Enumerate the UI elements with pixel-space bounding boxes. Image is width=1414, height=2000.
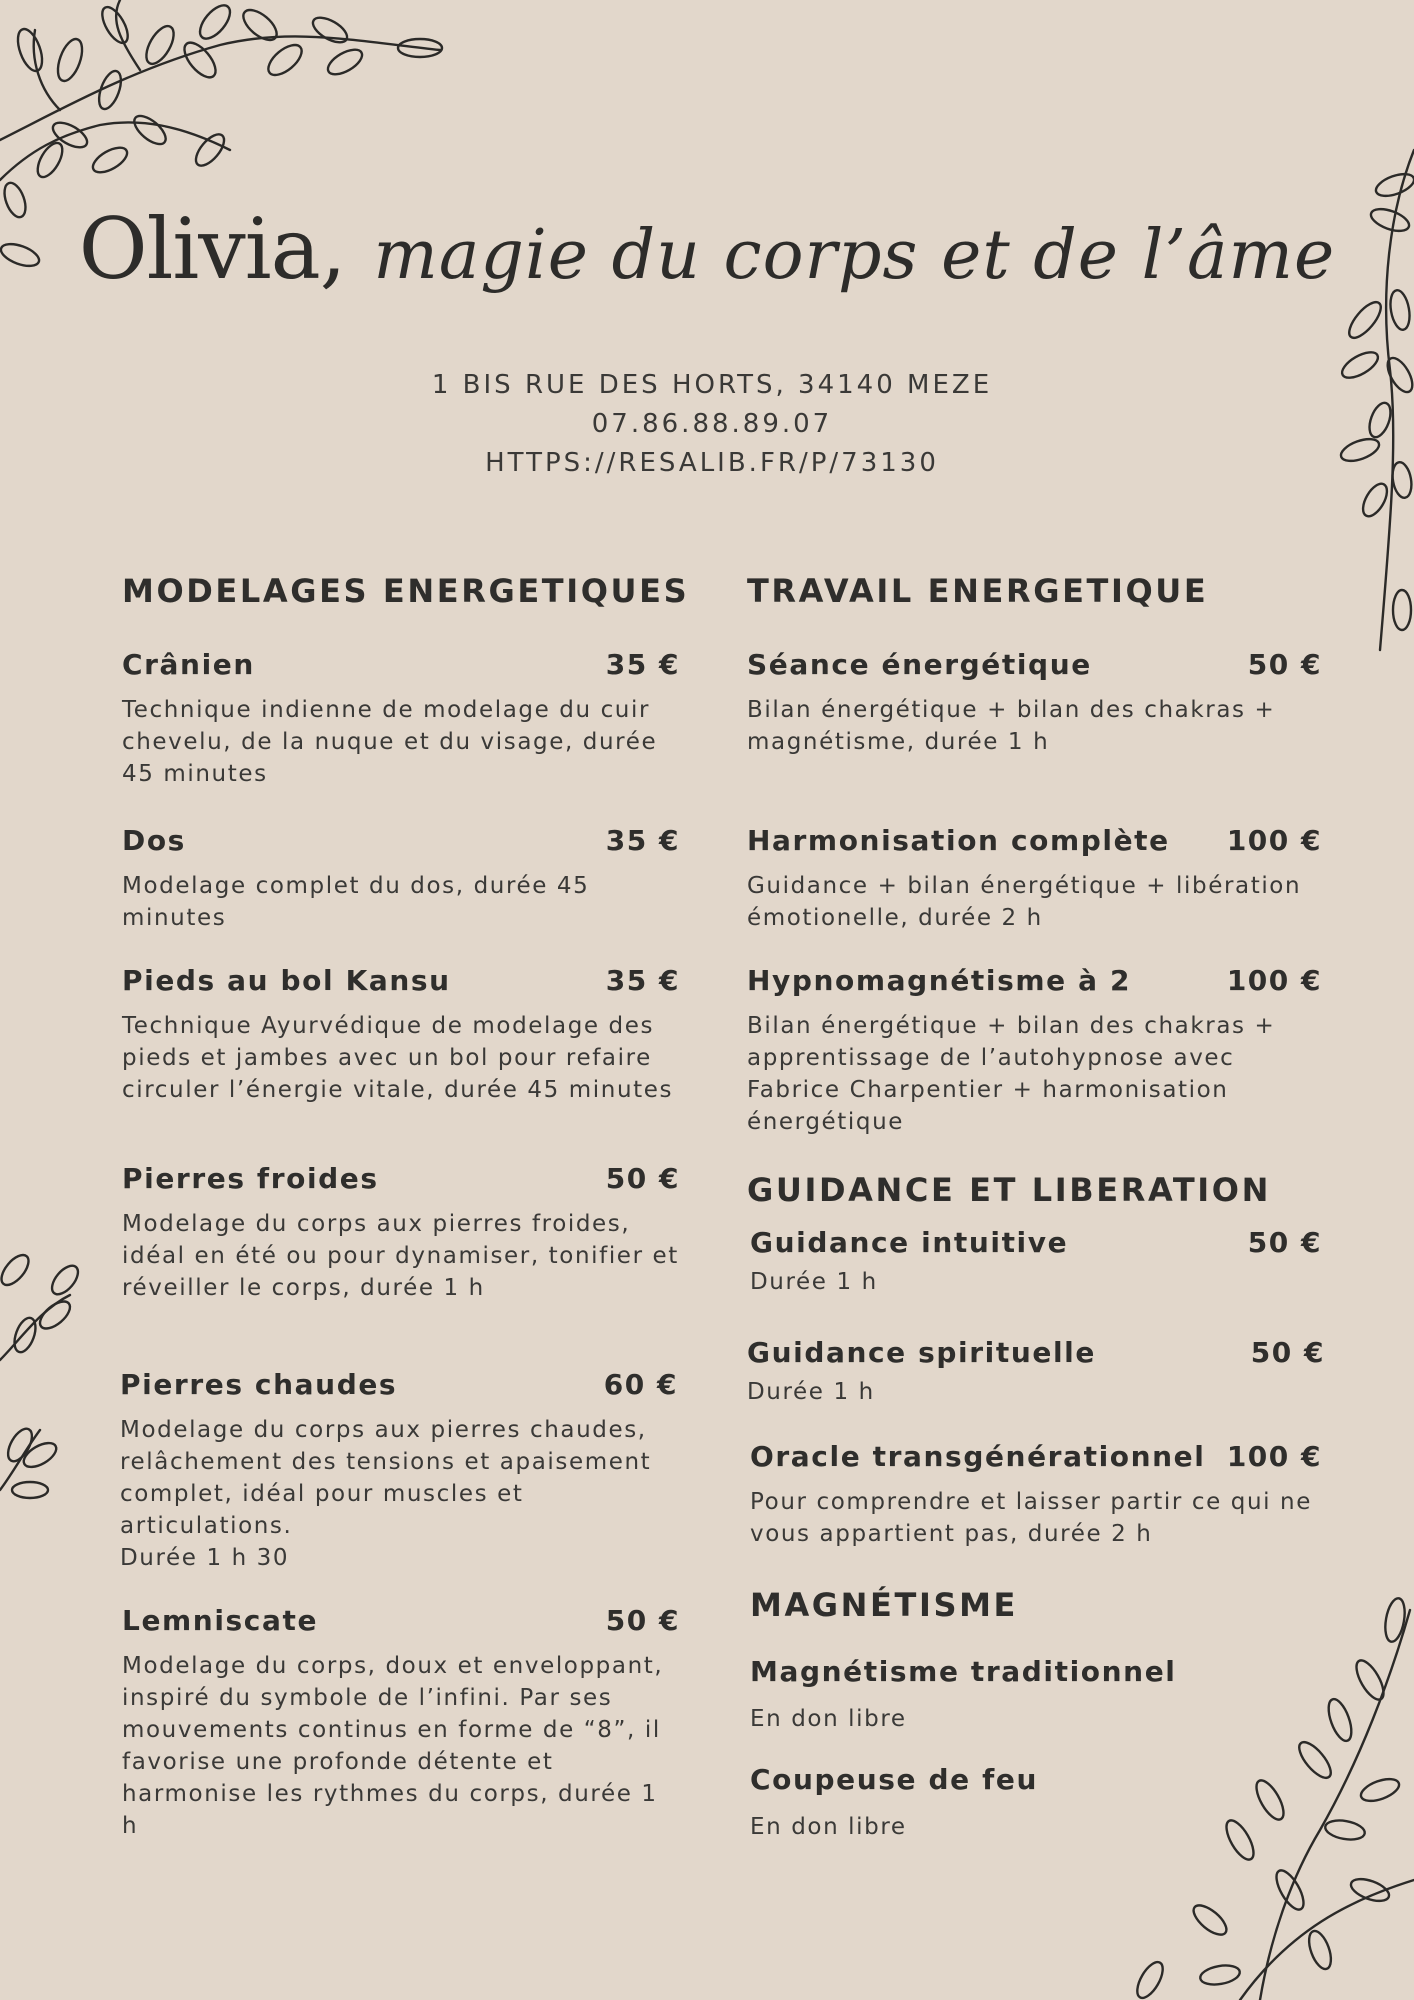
- service-price: 50 €: [1247, 648, 1322, 681]
- service-item: [750, 1226, 1322, 1298]
- service-name: Pieds au bol Kansu: [122, 964, 451, 997]
- service-item: [750, 1655, 1322, 1735]
- service-duration: Durée 1 h 30: [120, 1545, 290, 1571]
- contact-address: 1 BIS RUE DES HORTS, 34140 MEZE: [431, 370, 993, 400]
- service-price: 50 €: [1250, 1336, 1325, 1369]
- contact-block: [0, 366, 1414, 483]
- service-price: 50 €: [605, 1162, 680, 1195]
- service-item: [122, 824, 680, 934]
- service-name: Coupeuse de feu: [750, 1763, 1038, 1796]
- service-description: [120, 1414, 678, 1574]
- section-title-modelages: MODELAGES ENERGETIQUES: [122, 572, 690, 610]
- service-price: 100 €: [1226, 824, 1322, 857]
- service-price: 100 €: [1226, 1440, 1322, 1473]
- service-description: Durée 1 h: [750, 1269, 878, 1295]
- service-item: [750, 1440, 1322, 1550]
- service-price: 35 €: [605, 964, 680, 997]
- service-item: [750, 1763, 1322, 1843]
- service-price: 35 €: [605, 648, 680, 681]
- service-description: Modelage du corps, doux et enveloppant, inspiré du symbole de l’infini. Par ses mouvements continus en forme de “8”, il favorise une profonde détente et harmonise les rythmes du corps, durée 1 h: [122, 1653, 664, 1839]
- service-name: Hypnomagnétisme à 2: [747, 964, 1132, 997]
- contact-phone: 07.86.88.89.07: [591, 409, 833, 439]
- service-name: Guidance intuitive: [750, 1226, 1069, 1259]
- service-item: [120, 1368, 678, 1574]
- service-item: [747, 964, 1322, 1138]
- service-price: 50 €: [605, 1604, 680, 1637]
- business-tagline: magie du corps et de l’âme: [373, 216, 1336, 295]
- service-name: Harmonisation complète: [747, 824, 1170, 857]
- service-price: 100 €: [1226, 964, 1322, 997]
- service-description: Bilan énergétique + bilan des chakras + apprentissage de l’autohypnose avec Fabrice Charpentier + harmonisation énergétique: [747, 1013, 1276, 1135]
- service-description: Bilan énergétique + bilan des chakras + magnétisme, durée 1 h: [747, 697, 1276, 755]
- service-description: Modelage du corps aux pierres froides, idéal en été ou pour dynamiser, tonifier et réveiller le corps, durée 1 h: [122, 1211, 679, 1301]
- service-price: 35 €: [605, 824, 680, 857]
- service-price: 50 €: [1247, 1226, 1322, 1259]
- contact-website: HTTPS://RESALIB.FR/P/73130: [485, 448, 939, 478]
- service-name: Dos: [122, 824, 186, 857]
- service-name: Magnétisme traditionnel: [750, 1655, 1177, 1688]
- page-title: [0, 200, 1414, 298]
- service-item: [122, 1604, 680, 1842]
- service-description: Technique indienne de modelage du cuir chevelu, de la nuque et du visage, durée 45 minutes: [122, 697, 658, 787]
- service-name: Lemniscate: [122, 1604, 319, 1637]
- service-name: Pierres chaudes: [120, 1368, 398, 1401]
- service-description: Modelage complet du dos, durée 45 minutes: [122, 873, 590, 931]
- service-description: Technique Ayurvédique de modelage des pieds et jambes avec un bol pour refaire circuler l’énergie vitale, durée 45 minutes: [122, 1013, 674, 1103]
- service-name: Oracle transgénérationnel: [750, 1440, 1206, 1473]
- service-name: Séance énergétique: [747, 648, 1092, 681]
- service-item: [122, 648, 680, 790]
- service-item: [122, 964, 680, 1106]
- service-price: 60 €: [603, 1368, 678, 1401]
- leaf-branch-left-icon: [0, 1240, 90, 1520]
- business-name: Olivia,: [78, 200, 346, 298]
- service-name: Crânien: [122, 648, 255, 681]
- service-description: Pour comprendre et laisser partir ce qui ne vous appartient pas, durée 2 h: [750, 1489, 1312, 1547]
- section-title-travail: TRAVAIL ENERGETIQUE: [747, 572, 1209, 610]
- service-description-text: Modelage du corps aux pierres chaudes, relâchement des tensions et apaisement complet, idéal pour muscles et articulations.: [120, 1417, 652, 1539]
- service-item: [747, 1336, 1325, 1408]
- section-title-magnetisme: MAGNÉTISME: [750, 1586, 1018, 1624]
- service-name: Guidance spirituelle: [747, 1336, 1096, 1369]
- section-title-guidance: GUIDANCE ET LIBERATION: [747, 1171, 1271, 1209]
- service-description: En don libre: [750, 1814, 907, 1840]
- service-name: Pierres froides: [122, 1162, 379, 1195]
- service-item: [747, 648, 1322, 758]
- service-item: [122, 1162, 680, 1304]
- service-item: [747, 824, 1322, 934]
- service-description: En don libre: [750, 1706, 907, 1732]
- service-description: Durée 1 h: [747, 1379, 875, 1405]
- service-description: Guidance + bilan énergétique + libération émotionelle, durée 2 h: [747, 873, 1302, 931]
